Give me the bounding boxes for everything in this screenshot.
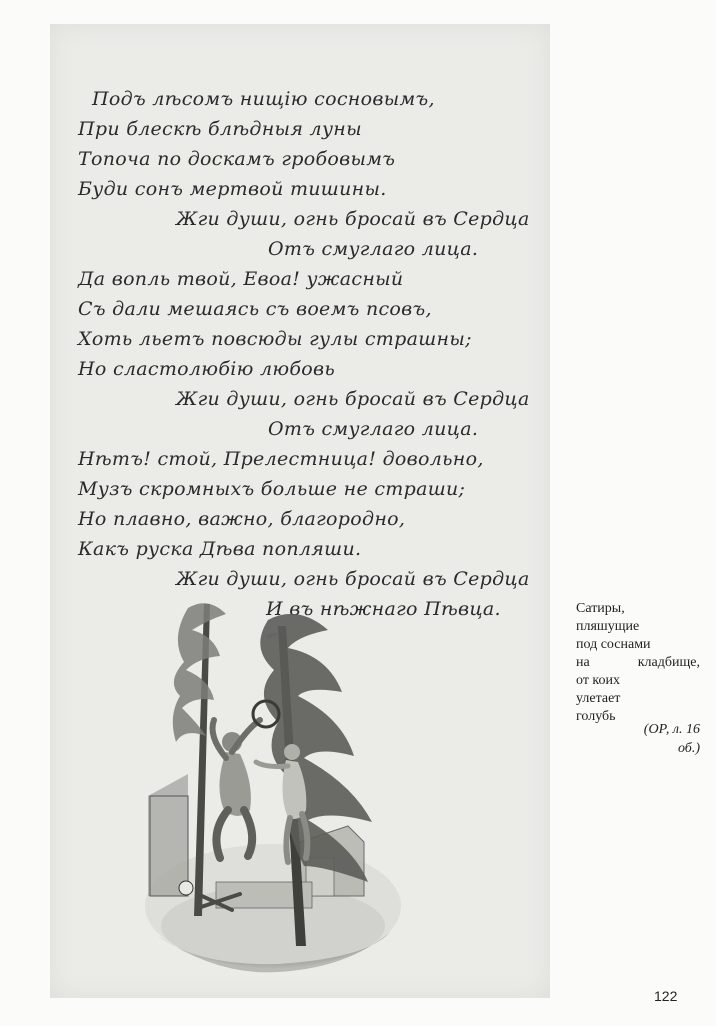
satyr-dance-illustration bbox=[128, 596, 418, 988]
illustration-caption bbox=[576, 600, 700, 726]
archive-reference-line: (ОР, л. 16 bbox=[643, 722, 700, 737]
caption-line: на кладбище, bbox=[576, 655, 700, 670]
caption-line: пляшущие bbox=[576, 619, 640, 634]
caption-line: от коих bbox=[576, 673, 621, 688]
poem-line: Но плавно, важно, благородно, bbox=[78, 508, 406, 530]
caption-line: Сатиры, bbox=[576, 601, 625, 616]
poem-line: Буди сонъ мертвой тишины. bbox=[78, 178, 387, 200]
poem-line: Хоть льетъ повсюды гулы страшны; bbox=[78, 328, 472, 350]
archive-reference bbox=[596, 720, 700, 758]
archive-reference-line: об.) bbox=[677, 741, 700, 756]
caption-line: под соснами bbox=[576, 637, 651, 652]
poem-refrain: Отъ смуглаго лица. bbox=[268, 238, 479, 260]
poem-refrain: Жги души, огнь бросай въ Сердца bbox=[176, 208, 530, 230]
poem-refrain: Жги души, огнь бросай въ Сердца bbox=[176, 568, 530, 590]
poem-line: Какъ руска Дѣва попляши. bbox=[78, 538, 362, 560]
poem-refrain: Жги души, огнь бросай въ Сердца bbox=[176, 388, 530, 410]
poem-refrain: Отъ смуглаго лица. bbox=[268, 418, 479, 440]
poem-line: Музъ скромныхъ больше не страши; bbox=[78, 478, 466, 500]
poem-line: Да вопль твой, Евоа! ужасный bbox=[78, 268, 404, 290]
poem-line: Топоча по доскамъ гробовымъ bbox=[78, 148, 396, 170]
page-number: 122 bbox=[654, 988, 678, 1004]
poem-refrain: И въ нѣжнаго Пѣвца. bbox=[266, 598, 501, 620]
poem-line: При блескѣ блѣдныя луны bbox=[78, 118, 362, 140]
poem-line: Но сластолюбiю любовь bbox=[78, 358, 336, 380]
caption-line: голубь bbox=[576, 709, 616, 724]
poem-line: Нѣтъ! стой, Прелестница! довольно, bbox=[78, 448, 484, 470]
caption-line: улетает bbox=[576, 691, 621, 706]
poem-line: Подъ лѣсомъ нищiю сосновымъ, bbox=[92, 88, 435, 110]
poem-line: Съ дали мешаясь съ воемъ псовъ, bbox=[78, 298, 432, 320]
